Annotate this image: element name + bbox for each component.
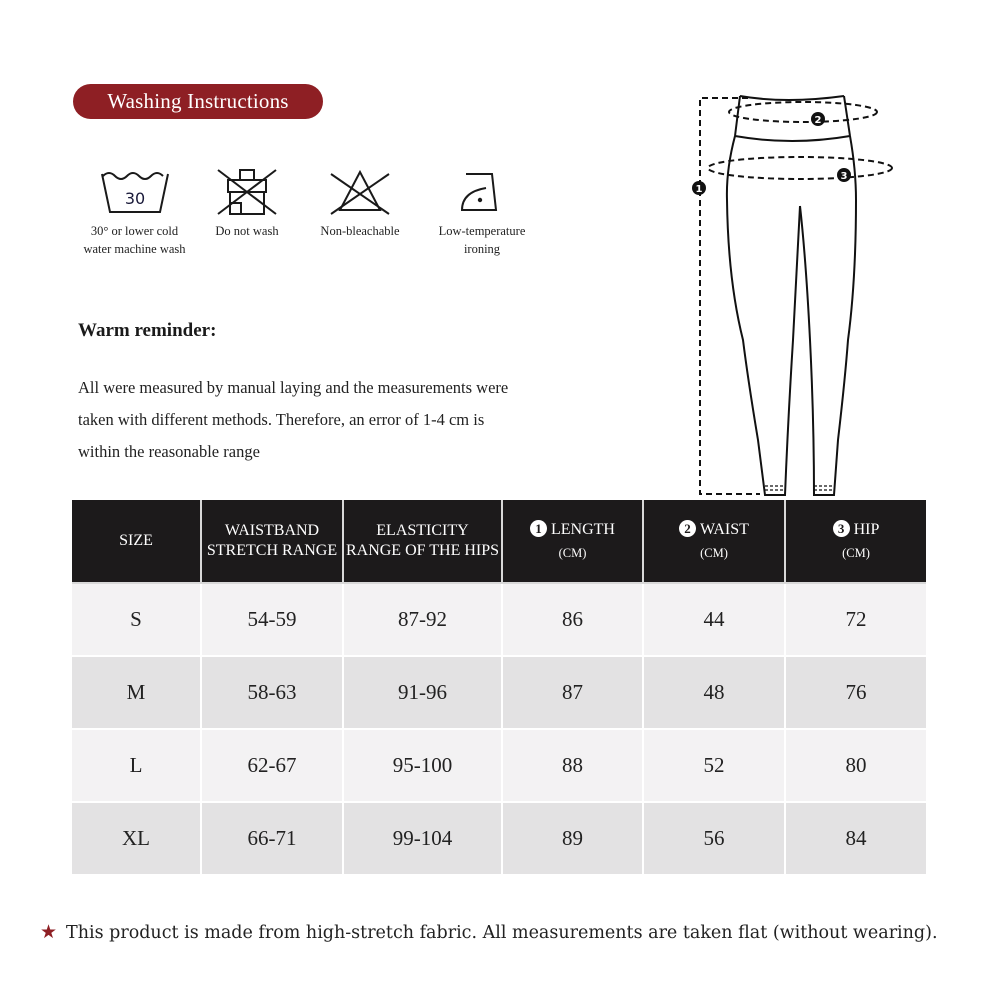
cell-length: 89 — [502, 802, 643, 875]
cell-size: L — [72, 729, 201, 802]
marker-2-icon: 2 — [679, 520, 696, 537]
wash-item-non-bleach — [305, 168, 415, 240]
warm-reminder-text: All were measured by manual laying and the measurements were taken with different methods. Therefore, an error of 1-4 cm is within the reasonable range — [78, 378, 509, 461]
cell-length: 88 — [502, 729, 643, 802]
header-size: SIZE — [72, 500, 201, 583]
cell-length: 87 — [502, 656, 643, 729]
low-iron-icon — [450, 168, 514, 216]
svg-text:3: 3 — [840, 171, 848, 182]
do-not-wash-icon — [215, 168, 279, 216]
leggings-measurement-diagram — [690, 88, 910, 500]
table-row — [72, 802, 926, 875]
table-row — [72, 583, 926, 656]
cell-size: S — [72, 583, 201, 656]
table-row — [72, 729, 926, 802]
cell-hip: 72 — [785, 583, 926, 656]
cell-length: 86 — [502, 583, 643, 656]
cell-waistband: 54-59 — [201, 583, 343, 656]
cell-hip-elasticity: 87-92 — [343, 583, 502, 656]
marker-1 — [692, 181, 706, 195]
cell-waist: 56 — [643, 802, 785, 875]
footer-text: This product is made from high-stretch fabric. All measurements are taken flat (without wearing). — [66, 923, 938, 943]
cell-size: XL — [72, 802, 201, 875]
svg-text:30: 30 — [124, 189, 145, 208]
header-waistband-stretch: WAISTBAND STRETCH RANGE — [201, 500, 343, 583]
washing-icons-row — [62, 168, 562, 268]
header-hip: 3 HIP (CM) — [785, 500, 926, 583]
wash-item-do-not-wash — [197, 168, 297, 240]
marker-3-icon: 3 — [833, 520, 850, 537]
cell-hip: 76 — [785, 656, 926, 729]
header-hip-elasticity: ELASTICITY RANGE OF THE HIPS — [343, 500, 502, 583]
cell-waistband: 66-71 — [201, 802, 343, 875]
cell-waistband: 58-63 — [201, 656, 343, 729]
wash-item-machine-wash — [62, 168, 207, 258]
wash-30-icon — [100, 168, 170, 216]
table-row — [72, 656, 926, 729]
wash-item-low-iron — [427, 168, 537, 258]
table-header-row — [72, 500, 926, 583]
waist-guide — [729, 102, 877, 122]
cell-waistband: 62-67 — [201, 729, 343, 802]
star-icon: ★ — [40, 921, 58, 943]
non-bleach-icon — [328, 168, 392, 216]
cell-hip: 84 — [785, 802, 926, 875]
size-chart-table — [72, 500, 926, 876]
marker-2 — [811, 112, 825, 126]
wash-label: 30° or lower cold water machine wash — [83, 224, 186, 256]
header-length: 1 LENGTH (CM) — [502, 500, 643, 583]
header-waist: 2 WAIST (CM) — [643, 500, 785, 583]
marker-1-icon: 1 — [530, 520, 547, 537]
warm-reminder-title: Warm reminder: — [78, 320, 217, 341]
svg-text:2: 2 — [814, 115, 822, 126]
cell-size: M — [72, 656, 201, 729]
marker-3 — [837, 168, 851, 182]
wash-label: Low-temperature ironing — [438, 224, 526, 256]
cell-waist: 48 — [643, 656, 785, 729]
cell-hip-elasticity: 99-104 — [343, 802, 502, 875]
svg-text:1: 1 — [695, 184, 703, 195]
leggings-outline — [727, 96, 856, 495]
cell-hip-elasticity: 91-96 — [343, 656, 502, 729]
cell-hip-elasticity: 95-100 — [343, 729, 502, 802]
cell-waist: 52 — [643, 729, 785, 802]
washing-instructions-heading: Washing Instructions — [73, 84, 323, 119]
footer-note — [40, 921, 938, 943]
hip-guide — [708, 157, 892, 179]
wash-label: Do not wash — [215, 224, 279, 238]
cell-waist: 44 — [643, 583, 785, 656]
cell-hip: 80 — [785, 729, 926, 802]
wash-label: Non-bleachable — [320, 224, 400, 238]
